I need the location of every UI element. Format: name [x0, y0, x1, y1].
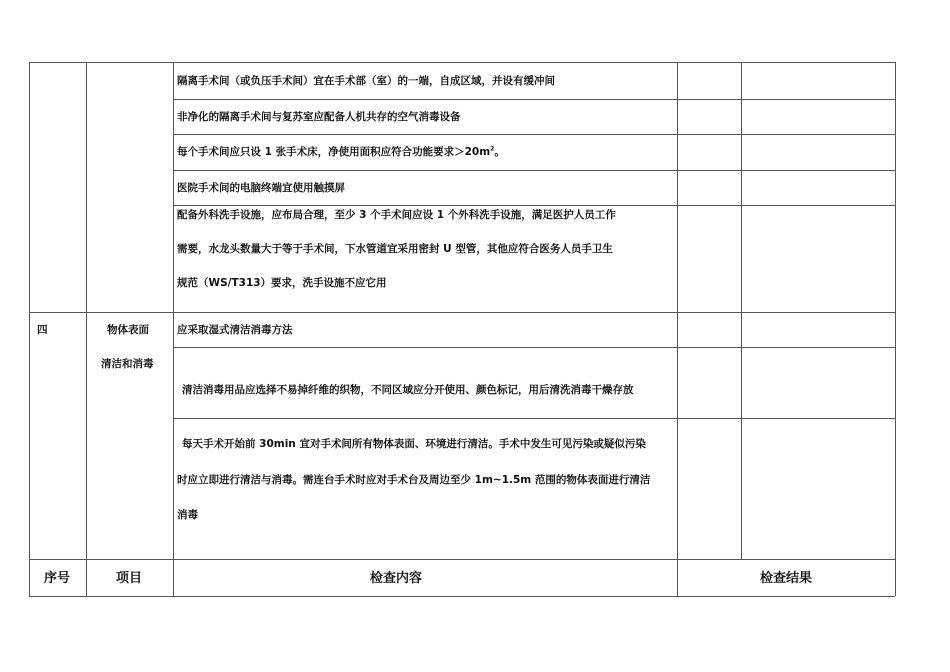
row-divider [173, 205, 895, 206]
section-item-line-1: 物体表面 [107, 324, 149, 336]
table-border-left [29, 62, 30, 596]
content-row-1: 隔离手术间（或负压手术间）宜在手术部（室）的一端，自成区域，并设有缓冲间 [177, 75, 555, 87]
row-divider [173, 170, 895, 171]
content-row-8-line-2: 时应立即进行清洁与消毒。需连台手术时应对手术台及周边至少 1m~1.5m 范围的物体表面进行清洁 [177, 474, 651, 486]
content-row-5-line-2: 需要，水龙头数量大于等于手术间，下水管道宜采用密封 U 型管，其他应符合医务人员手卫生 [177, 243, 613, 255]
section-number: 四 [37, 324, 48, 336]
section-divider [29, 312, 895, 313]
header-content: 检查内容 [370, 571, 423, 586]
section-item-line-2: 清洁和消毒 [101, 358, 154, 370]
header-seq: 序号 [44, 571, 71, 586]
table-border-right [895, 62, 896, 596]
column-divider [741, 62, 742, 559]
column-divider [173, 62, 174, 596]
content-row-3: 每个手术间应只设 1 张手术床，净使用面积应符合功能要求$>20m^2$。 [177, 145, 505, 158]
content-row-8-line-1: 每天手术开始前 30min 宜对手术间所有物体表面、环境进行清洁。手术中发生可见污染或疑似污染 [182, 438, 646, 450]
column-divider [677, 62, 678, 596]
row-divider [173, 347, 895, 348]
header-divider [29, 559, 895, 560]
content-row-6: 应采取湿式清洁消毒方法 [177, 324, 293, 336]
row-divider [173, 134, 895, 135]
table-border-bottom [29, 596, 895, 597]
content-row-2: 非净化的隔离手术间与复苏室应配备人机共存的空气消毒设备 [177, 111, 461, 123]
content-row-8-line-3: 消毒 [177, 509, 198, 521]
row-divider [173, 99, 895, 100]
content-row-5-line-3: 规范（WS/T313）要求，洗手设施不应它用 [177, 277, 387, 289]
table-border-top [29, 62, 895, 63]
content-row-5-line-1: 配备外科洗手设施，应布局合理，至少 3 个手术间应设 1 个外科洗手设施，满足医护人员工作 [177, 209, 616, 221]
content-row-4: 医院手术间的电脑终端宜使用触摸屏 [177, 182, 345, 194]
content-row-7: 清洁消毒用品应选择不易掉纤维的织物，不同区域应分开使用、颜色标记，用后清洗消毒干燥存放 [182, 384, 634, 396]
header-result: 检查结果 [760, 571, 813, 586]
header-item: 项目 [116, 571, 143, 586]
row-divider [173, 418, 895, 419]
column-divider [86, 62, 87, 596]
